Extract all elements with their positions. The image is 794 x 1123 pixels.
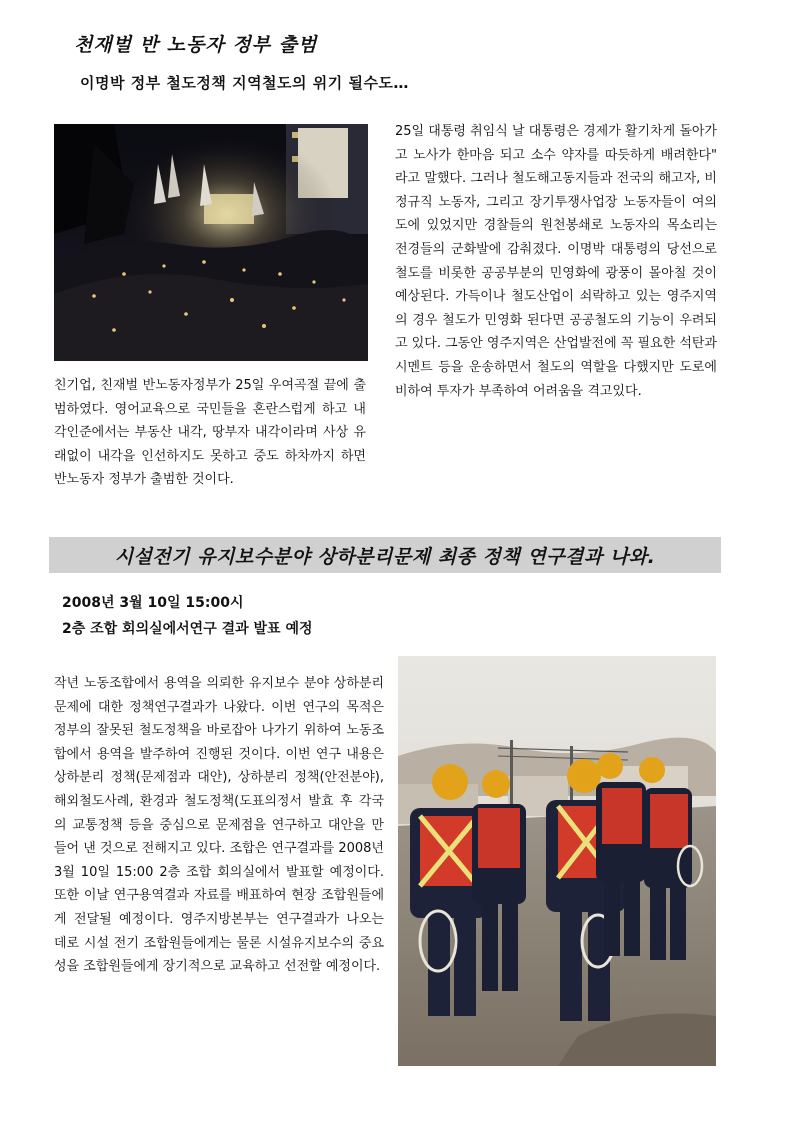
article2-body: 작년 노동조합에서 용역을 의뢰한 유지보수 분야 상하분리문제에 대한 정책연구결과가 나왔다. 이번 연구의 목적은 정부의 잘못된 철도정책을 바로잡아 나가기 위하여 노동조합에서 용역을 발주하여 진행된 것이다. 이번 연구 내용은 상하분리 정책(문제점과 대안), 상하분리 정책(안전분야), 해외철도사례, 환경과 철도정책(도표의정서 발효 후 각국의 교통정책 등을 중심으로 문제점을 연구하고 대안을 만들어 낸 것으로 전해지고 있다. 조합은 연구결과를 2008년 3월 10일 15:00 2층 조합 회의실에서 발표할 예정이다. 또한 이날 연구용역결과 자료를 배표하여 현장 조합원들에게 전달될 예정이다. 영주지방본부는 연구결과가 나오는 데로 시설 전기 조합원들에게는 물론 시설유지보수의 중요성을 조합원들에게 장기적으로 교육하고 선전할 예정이다. bbox=[54, 676, 384, 975]
headline: 천재벌 반 노동자 정부 출범 bbox=[74, 34, 318, 56]
subheadline: 이명박 정부 철도정책 지역철도의 위기 될수도… bbox=[80, 74, 409, 92]
announcement-location: 2층 조합 회의실에서연구 결과 발표 예정 bbox=[62, 621, 313, 637]
announcement-date: 2008년 3월 10일 15:00시 bbox=[62, 595, 244, 611]
rail-workers-photo bbox=[398, 656, 716, 1066]
night-rally-photo bbox=[54, 124, 368, 361]
section-banner bbox=[49, 537, 721, 573]
section-banner-title: 시설전기 유지보수분야 상하분리문제 최종 정책 연구결과 나와. bbox=[114, 545, 656, 568]
article1-right-column: 25일 대통령 취임식 날 대통령은 경제가 활기차게 돌아가고 노사가 한마음 되고 소수 약자를 따듯하게 배려한다" 라고 말했다. 그러나 철도해고동지들과 전국의 해고자, 비정규직 노동자, 그리고 장기투쟁사업장 노동자들이 여의도에 있었지만 경찰들의 원천봉쇄로 노동자의 목소리는 전경들의 군화발에 감춰졌다. 이명박 대통령의 당선으로 철도를 비롯한 공공부분의 민영화에 광풍이 몰아칠 것이 예상된다. 가득이나 철도산업이 쇠락하고 있는 영주지역의 경우 철도가 민영화 된다면 공공철도의 기능이 우려되고 있다. 그동안 영주지역은 산업발전에 꼭 필요한 석탄과 시멘트 등을 운송하면서 철도의 역할을 다했지만 도로에 비하여 투자가 부족하여 어려움을 격고있다. bbox=[395, 124, 717, 399]
article1-left-column: 친기업, 친재벌 반노동자정부가 25일 우여곡절 끝에 출범하였다. 영어교육으로 국민들을 혼란스럽게 하고 내각인준에서는 부동산 내각, 땅부자 내각이라며 사상 유래없이 내각을 인선하지도 못하고 중도 하차까지 하면 반노동자 정부가 출범한 것이다. bbox=[54, 378, 366, 488]
